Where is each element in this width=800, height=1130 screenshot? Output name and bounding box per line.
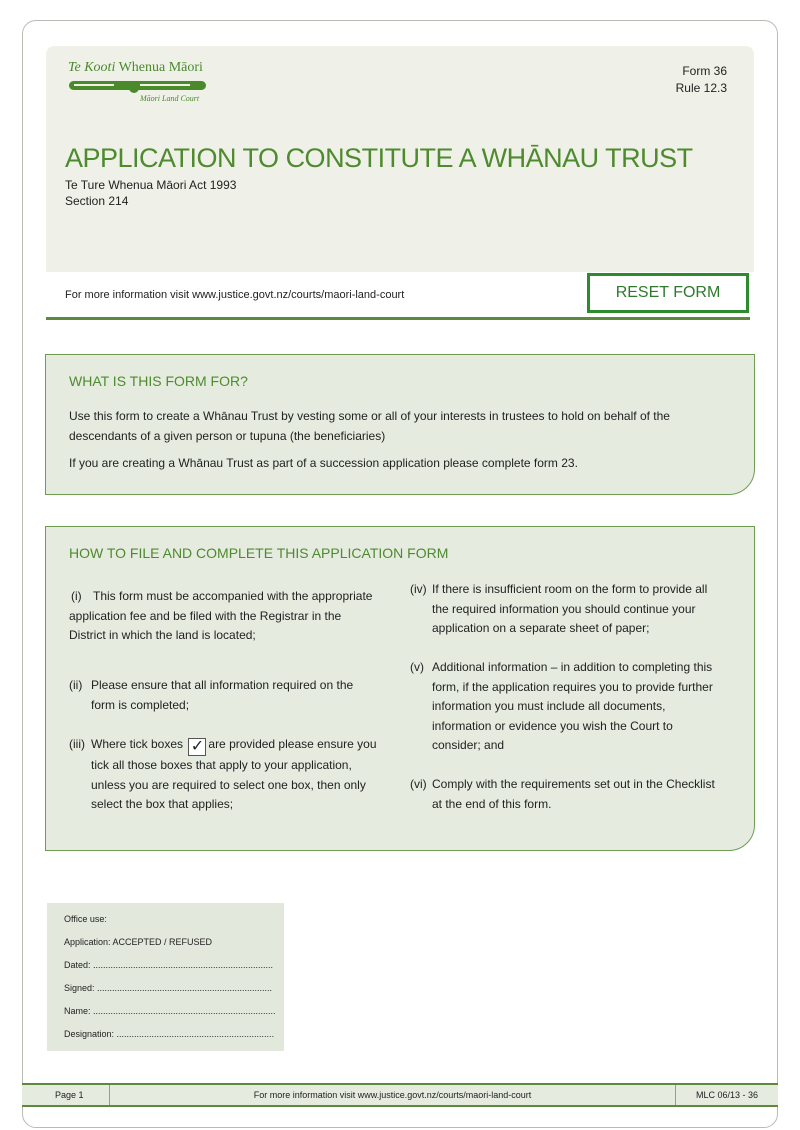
logo-text-italic: Te Kooti — [68, 60, 116, 75]
rule-no: Rule 12.3 — [675, 81, 727, 95]
item-number: (iv) — [410, 582, 427, 596]
office-name: Name: ......................................................................... — [64, 1006, 276, 1016]
office-signed: Signed: ...................................................................... — [64, 983, 273, 993]
item-text: Where tick boxes — [91, 737, 184, 751]
court-logo — [68, 60, 208, 103]
howto-section — [45, 526, 755, 851]
item-text: This form must be accompanied with the appropriate application fee and be filed with the Registrar in the District in which the land is located; — [69, 589, 373, 642]
item-text: are provided please ensure you tick all those boxes that apply to your application, unless you are required to select one box, then only select the box that applies; — [91, 737, 377, 811]
item-text: Comply with the requirements set out in the Checklist at the end of this form. — [432, 777, 715, 811]
item-number: (v) — [410, 660, 424, 674]
office-application: Application: ACCEPTED / REFUSED — [64, 937, 213, 947]
instruction-item — [69, 676, 379, 715]
section-heading: HOW TO FILE AND COMPLETE THIS APPLICATION FORM — [69, 545, 449, 561]
instruction-item — [410, 580, 720, 639]
item-text: Additional information – in addition to completing this form, if the application requires you to provide further information you must include all documents, information or evidence you wish the Court to consider; and — [432, 660, 713, 752]
item-text: Please ensure that all information required on the form is completed; — [91, 678, 354, 712]
instruction-item — [69, 587, 379, 646]
logo-subtitle: Māori Land Court — [140, 94, 200, 103]
form-number — [676, 63, 727, 97]
divider — [46, 317, 750, 320]
page-footer — [22, 1083, 778, 1107]
logo-text: Whenua Māori — [118, 60, 203, 75]
item-number: (iii) — [69, 737, 85, 751]
item-number: (i) — [71, 589, 82, 603]
purpose-paragraph-1: Use this form to create a Whānau Trust by vesting some or all of your interests in trustees to hold on behalf of the descendants of a given person or tupuna (the beneficiaries) — [69, 409, 670, 443]
act-reference — [65, 177, 236, 209]
office-use-box — [47, 903, 284, 1051]
form-no: Form 36 — [682, 64, 727, 78]
info-link-text: For more information visit www.justice.govt.nz/courts/maori-land-court — [65, 289, 405, 301]
instruction-item — [69, 735, 379, 815]
section-heading: WHAT IS THIS FORM FOR? — [69, 373, 248, 389]
act-section: Section 214 — [65, 194, 129, 208]
item-number: (vi) — [410, 777, 427, 791]
item-text: If there is insufficient room on the form to provide all the required information you should continue your application on a separate sheet of paper; — [432, 582, 708, 635]
page-title: APPLICATION TO CONSTITUTE A WHĀNAU TRUST — [65, 143, 693, 173]
instruction-item — [410, 775, 720, 814]
office-designation: Designation: ............................................................... — [64, 1029, 275, 1039]
footer-info: For more information visit www.justice.govt.nz/courts/maori-land-court — [110, 1085, 676, 1105]
item-number: (ii) — [69, 678, 83, 692]
purpose-paragraph-2: If you are creating a Whānau Trust as part of a succession application please complete form 23. — [69, 456, 578, 470]
act-name: Te Ture Whenua Māori Act 1993 — [65, 178, 237, 192]
office-dated: Dated: ........................................................................ — [64, 960, 274, 970]
purpose-section — [45, 354, 755, 495]
office-use-label: Office use: — [64, 914, 107, 924]
reset-form-button[interactable]: RESET FORM — [587, 273, 749, 313]
form-code: MLC 06/13 - 36 — [695, 1090, 759, 1100]
page-number: Page 1 — [22, 1085, 110, 1105]
instruction-item — [410, 658, 720, 756]
checkbox-tick-icon: ✓ — [188, 738, 206, 756]
